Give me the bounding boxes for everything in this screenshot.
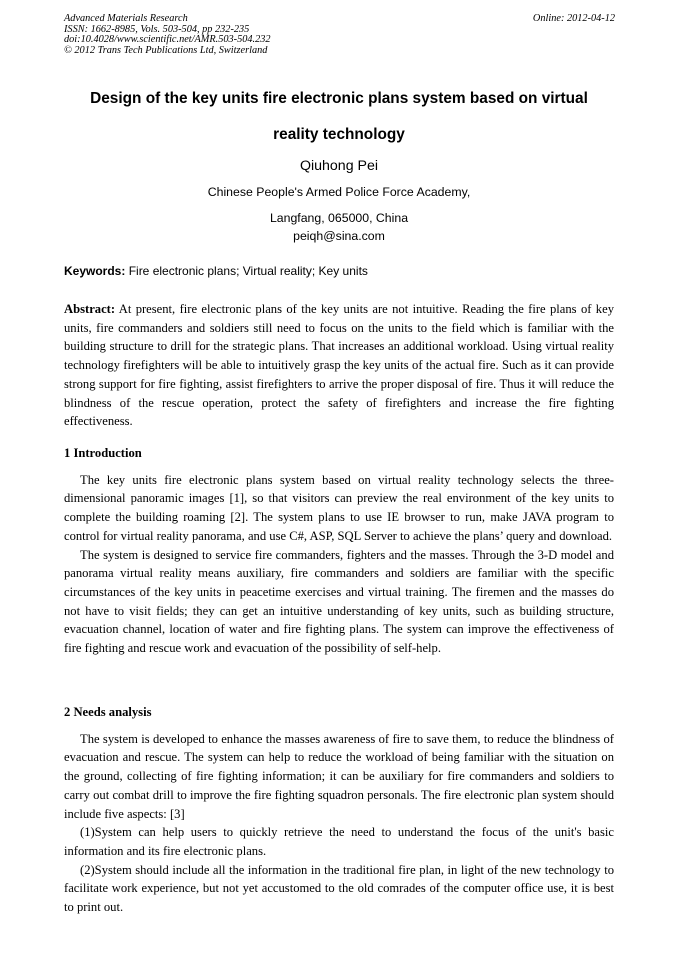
author-name: Qiuhong Pei bbox=[299, 158, 379, 174]
section-heading: 2 Needs analysis bbox=[64, 705, 152, 719]
paragraph: The system is developed to enhance the masses awareness of fire to save them, to reduce the blindness of evacuation and rescue. The system can help to reduce the workload of being familiar with the situation on the ground, collecting of fire fighting information; it can be auxiliary for fire commanders and soldiers to carry out combat drill to improve the fire fighting squadron personals. The fire electronic plan system should include five aspects: [3] bbox=[64, 731, 614, 821]
paragraph: (1)System can help users to quickly retrieve the need to understand the focus of the unit's basic information and its fire electronic plans. bbox=[64, 825, 614, 858]
keywords-label: Keywords: bbox=[64, 264, 126, 278]
paper-title-line-1: Design of the key units fire electronic plans system based on virtual bbox=[90, 90, 588, 107]
paragraph: (2)System should include all the information in the traditional fire plan, in light of the new technology to facilitate work experience, but not yet accustomed to the old comrades of the computer office use, it is best to print out. bbox=[64, 862, 614, 915]
issn-line: ISSN: 1662-8985, Vols. 503-504, pp 232-235 bbox=[64, 23, 250, 35]
online-date: Online: 2012-04-12 bbox=[532, 13, 615, 24]
abstract bbox=[64, 300, 614, 431]
section-needs-analysis bbox=[64, 703, 614, 917]
abstract-label: Abstract: bbox=[64, 302, 116, 316]
section-heading: 1 Introduction bbox=[64, 446, 142, 460]
paragraph: The key units fire electronic plans system based on virtual reality technology selects the three-dimensional panoramic images [1], so that visitors can preview the real environment of the key units to complete the building roaming [2]. The system plans to use IE browser to run, make JAVA program to control for virtual reality panorama, and use C#, ASP, SQL Server to achieve the plans’ query and download. bbox=[64, 472, 614, 543]
paragraph: The system is designed to service fire commanders, fighters and the masses. Through the 3-D model and panorama virtual reality means auxiliary, fire commanders and soldiers are familiar with the specific circumstances of the key units in peacetime exercises and virtual training. The firemen and the masses do not have to visit fields; they can get an intuitive understanding of key units, such as building structure, evacuation channel, location of water and fire fighting plans. The system can improve the effectiveness of fire fighting and rescue work and evacuation of the possibility of self-help. bbox=[64, 547, 614, 656]
abstract-text: At present, fire electronic plans of the key units are not intuitive. Reading the fire plans of key units, fire commanders and soldiers still need to focus on the units to the field which is familiar with the building structure to drill for the strategic plans. That increases an additional workload. Using virtual reality technology firefighters will be able to intuitively grasp the key units of the actual fire. Such as it can provide strong support for fire fighting, assist firefighters to arrive the proper disposal of fire. Thus it will reduce the blindness of the rescue operation, protect the safety of firefighters and increase the fire fighting effectiveness. bbox=[64, 302, 614, 429]
author-email: peiqh@sina.com bbox=[293, 229, 385, 243]
journal-name: Advanced Materials Research bbox=[64, 13, 188, 24]
journal-header bbox=[64, 14, 271, 56]
section-introduction bbox=[64, 444, 614, 658]
keywords-text: Fire electronic plans; Virtual reality; Key units bbox=[125, 264, 368, 278]
keywords bbox=[64, 264, 614, 278]
affiliation-line-2: Langfang, 065000, China bbox=[269, 211, 409, 225]
doi-line: doi:10.4028/www.scientific.net/AMR.503-504.232 bbox=[64, 34, 271, 46]
copyright-line: © 2012 Trans Tech Publications Ltd, Switzerland bbox=[64, 44, 268, 56]
affiliation-line-1: Chinese People's Armed Police Force Academy, bbox=[207, 185, 471, 199]
paper-title-line-2: reality technology bbox=[273, 126, 405, 143]
